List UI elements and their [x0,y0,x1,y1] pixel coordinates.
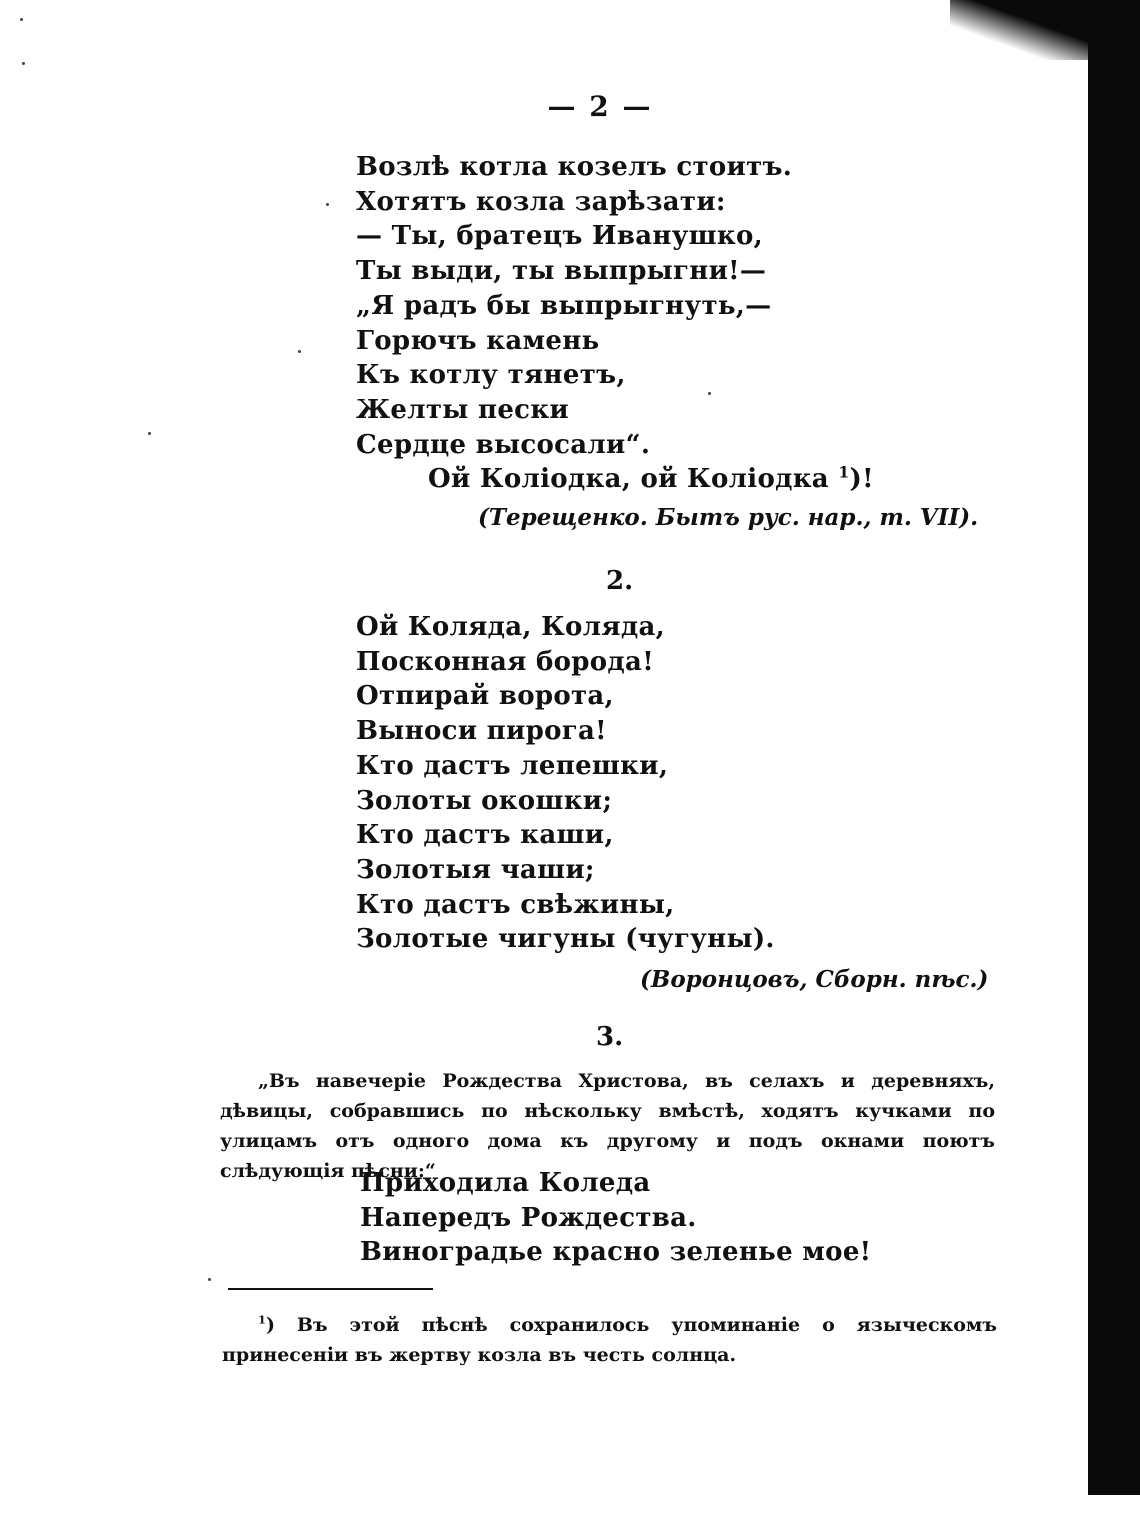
refrain-end: )! [849,464,874,495]
footnote-mark: 1 [258,1312,266,1327]
verse-line: Посконная борода! [356,646,654,677]
verse-refrain [356,462,874,497]
verse-line: Горючъ камень [356,325,600,356]
scan-speck [208,1278,211,1281]
footnote-text: ) Въ этой пѣснѣ сохранилось упоминаніе о языческомъ принесеніи въ жертву козла въ честь солнца. [222,1314,997,1366]
verse-line: Напередъ Рождества. [360,1202,697,1233]
verse-line: Ой Коляда, Коляда, [356,612,665,642]
verse-line: Къ котлу тянетъ, [356,360,626,391]
scan-speck [148,432,151,435]
refrain-text: Ой Коліодка, ой Коліодка [428,464,829,495]
prose-paragraph: „Въ навечеріе Рождества Христова, въ селахъ и деревняхъ, дѣвицы, собравшись по нѣскольку вмѣстѣ, ходятъ кучками по улицамъ отъ одного дома къ другому и подъ окнами поютъ слѣдующія пѣсни:“ [220,1070,995,1182]
section-number: 3. [596,1022,624,1052]
scan-speck [22,62,25,65]
verse-line: Виноградье красно зеленье мое! [360,1237,872,1268]
verse-line: Кто дастъ лепешки, [356,750,669,781]
poem-3 [360,1166,871,1270]
verse-line: Золоты окошки; [356,785,613,816]
scan-speck [326,203,329,206]
scan-speck [298,350,301,353]
verse-line: Желты пески [356,394,569,425]
verse-line: Приходила Коледа [360,1168,651,1198]
section-number: 2. [606,566,634,596]
verse-line: Кто дастъ каши, [356,820,614,851]
footnote-divider [228,1288,433,1290]
verse-line: Возлѣ котла козелъ стоитъ. [356,152,793,182]
source-citation: (Воронцовъ, Сборн. пѣс.) [640,966,989,993]
scan-speck [20,18,23,21]
verse-line: — Ты, братецъ Иванушко, [356,221,763,252]
verse-line: Отпирай ворота, [356,681,614,712]
poem-2 [356,610,775,957]
verse-line: Сердце высосали“. [356,429,651,460]
verse-line: Кто дастъ свѣжины, [356,889,675,920]
verse-line: Ты выди, ты выпрыгни!— [356,256,767,287]
verse-line: Хотятъ козла зарѣзати: [356,186,726,217]
verse-line: Золотые чигуны (чугуны). [356,924,775,955]
page-number: — 2 — [547,90,653,123]
source-citation: (Терещенко. Бытъ рус. нар., т. VII). [478,504,979,531]
scan-edge-shadow-top [950,0,1100,60]
verse-line: Выноси пирога! [356,716,607,747]
footnote [222,1310,997,1370]
verse-line: Золотыя чаши; [356,854,595,885]
scan-edge-shadow [1088,0,1140,1495]
footnote-reference: 1 [838,462,850,482]
verse-line: „Я радъ бы выпрыгнуть,— [356,290,772,321]
poem-1 [356,150,874,497]
